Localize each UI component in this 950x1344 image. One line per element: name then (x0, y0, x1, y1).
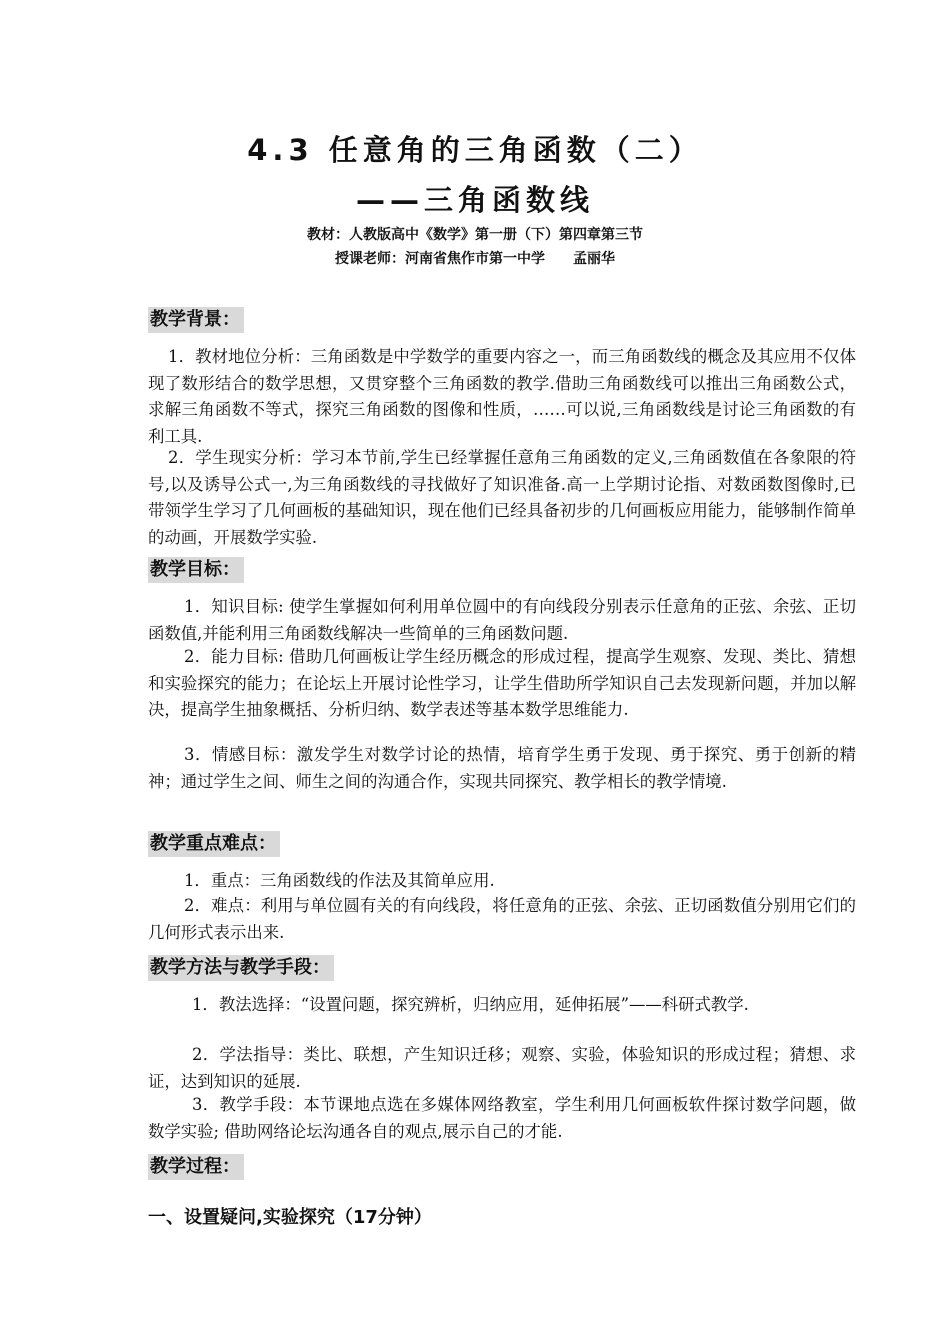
goals-paragraph-3: 3．情感目标：激发学生对数学讨论的热情，培育学生勇于发现、勇于探究、勇于创新的精神；通过学生之间、师生之间的沟通合作，实现共同探究、教学相长的教学情境. (148, 745, 856, 791)
goals-paragraph-1: 1．知识目标: 使学生掌握如何利用单位圆中的有向线段分别表示任意角的正弦、余弦、正切函数值,并能利用三角函数线解决一些简单的三角函数问题. (148, 597, 856, 643)
background-paragraph-2: 2．学生现实分析：学习本节前,学生已经掌握任意角三角函数的定义,三角函数值在各象限的符号,以及诱导公式一,为三角函数线的寻找做好了知识准备.高一上学期讨论指、对数函数图像时,已带领学生学习了几何画板的基础知识，现在他们已经具备初步的几何画板应用能力，能够制作简单的动画，开展数学实验. (148, 448, 856, 547)
section-heading-key-points: 教学重点难点： (148, 831, 280, 857)
section-heading-methods: 教学方法与教学手段： (148, 955, 334, 981)
textbook-info: 教材：人教版高中《数学》第一册（下）第四章第三节 (307, 227, 643, 243)
key-point-paragraph-1: 1．重点：三角函数线的作法及其简单应用. (184, 871, 495, 890)
background-paragraph-1: 1．教材地位分析：三角函数是中学数学的重要内容之一，而三角函数线的概念及其应用不仅体现了数形结合的数学思想，又贯穿整个三角函数的教学.借助三角函数线可以推出三角函数公式，求解三角函数不等式，探究三角函数的图像和性质，……可以说,三角函数线是讨论三角函数的有利工具. (148, 347, 856, 446)
methods-paragraph-1: 1．教法选择：“设置问题，探究辨析，归纳应用，延伸拓展”——科研式教学. (192, 995, 749, 1014)
section-heading-process: 教学过程： (148, 1154, 244, 1180)
document-subtitle: ——三角函数线 (355, 183, 594, 217)
goals-paragraph-2: 2．能力目标: 借助几何画板让学生经历概念的形成过程，提高学生观察、发现、类比、猜想和实验探究的能力；在论坛上开展讨论性学习，让学生借助所学知识自己去发现新问题，并加以解决，提高学生抽象概括、分析归纳、数学表述等基本数学思维能力. (148, 647, 856, 719)
methods-paragraph-2: 2．学法指导：类比、联想，产生知识迁移；观察、实验，体验知识的形成过程；猜想、求证，达到知识的延展. (148, 1045, 856, 1091)
document-title: 4.3 任意角的三角函数（二） (247, 133, 703, 167)
section-heading-background: 教学背景： (148, 307, 244, 333)
section-heading-goals: 教学目标： (148, 557, 244, 583)
methods-paragraph-3: 3．教学手段：本节课地点选在多媒体网络教室，学生利用几何画板软件探讨数学问题，做数学实验; 借助网络论坛沟通各自的观点,展示自己的才能. (148, 1095, 856, 1141)
teacher-info: 授课老师：河南省焦作市第一中学 孟丽华 (335, 251, 615, 267)
key-point-paragraph-2: 2．难点：利用与单位圆有关的有向线段，将任意角的正弦、余弦、正切函数值分别用它们的几何形式表示出来. (148, 896, 856, 942)
process-part-1-heading: 一、设置疑问,实验探究（17分钟） (148, 1207, 432, 1228)
